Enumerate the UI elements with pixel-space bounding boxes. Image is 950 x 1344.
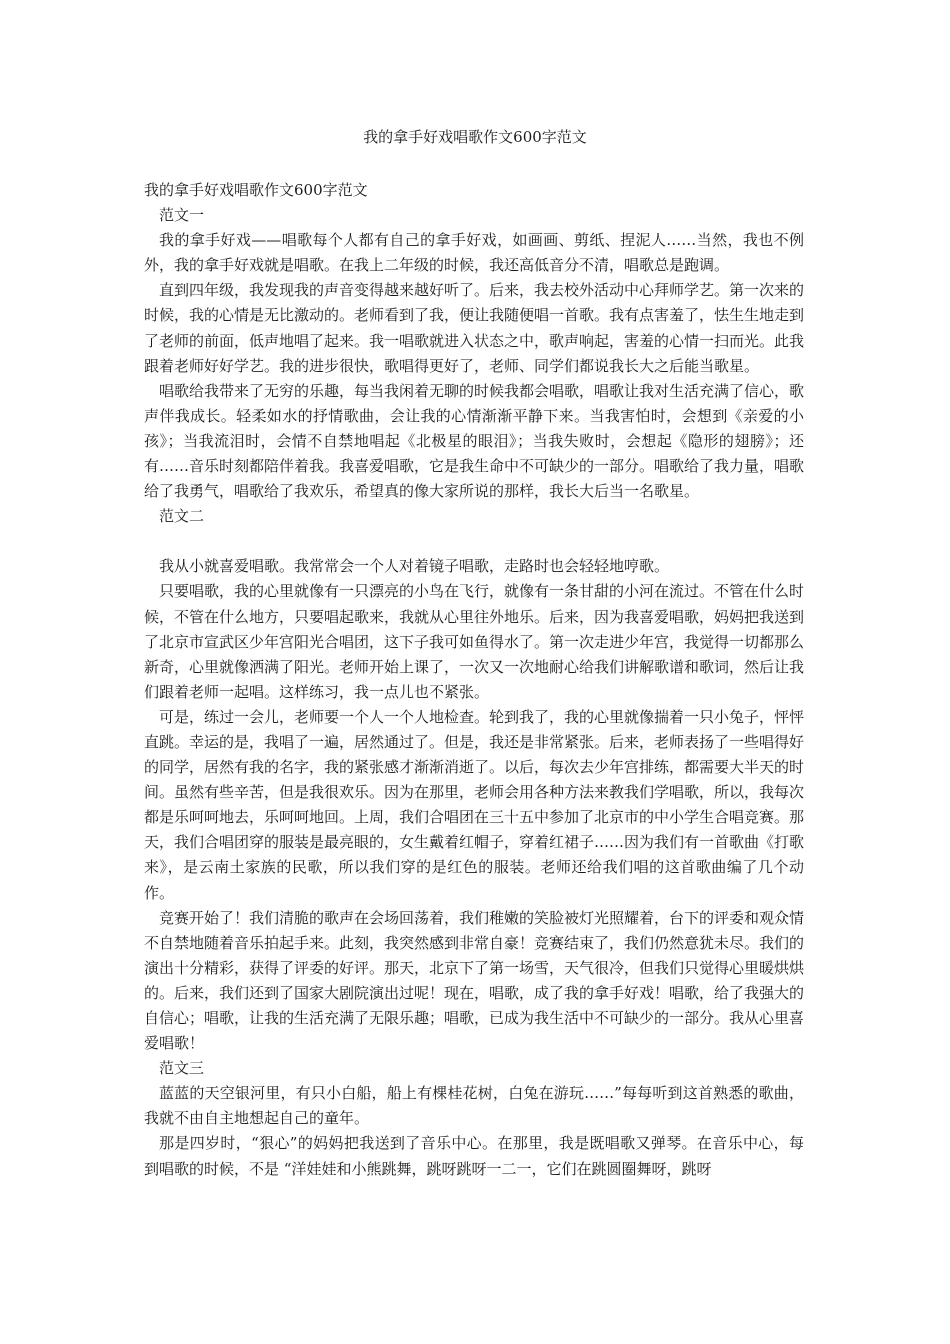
blank-line: [144, 529, 804, 554]
document-body: [144, 178, 804, 1182]
document-title: 我的拿手好戏唱歌作文600字范文: [363, 128, 587, 146]
essay-heading: 我的拿手好戏唱歌作文600字范文: [144, 181, 368, 199]
paragraph: 唱歌给我带来了无穷的乐趣，每当我闲着无聊的时候我都会唱歌，唱歌让我对生活充满了信心，歌声伴我成长。轻柔如水的抒情歌曲，会让我的心情渐渐平静下来。当我害怕时，会想到《亲爱的小孩》；当我流泪时，会情不自禁地唱起《北极星的眼泪》；当我失败时，会想起《隐形的翅膀》；还有……音乐时刻都陪伴着我。我喜爱唱歌，它是我生命中不可缺少的一部分。唱歌给了我力量，唱歌给了我勇气，唱歌给了我欢乐，希望真的像大家所说的那样，我长大后当一名歌星。: [144, 381, 805, 501]
paragraph: 我从小就喜爱唱歌。我常常会一个人对着镜子唱歌，走路时也会轻轻地哼歌。: [159, 557, 670, 576]
section-label-1: 范文一: [159, 206, 205, 225]
section-label-2: 范文二: [159, 507, 205, 526]
paragraph: 直到四年级，我发现我的声音变得越来越好听了。后来，我去校外活动中心拜师学艺。第一次来的时候，我的心情是无比激动的。老师看到了我，便让我随便唱一首歌。我有点害羞了，怯生生地走到了老师的前面，低声地唱了起来。我一唱歌就进入状态之中，歌声响起，害羞的心情一扫而光。此我跟着老师好好学艺。我的进步很快，歌唱得更好了，老师、同学们都说我长大之后能当歌星。: [144, 281, 805, 375]
section-label-3: 范文三: [159, 1059, 205, 1078]
paragraph: 那是四岁时，“狠心”的妈妈把我送到了音乐中心。在那里，我是既唱歌又弹琴。在音乐中心，每到唱歌的时候，不是 “洋娃娃和小熊跳舞，跳呀跳呀一二一，它们在跳圆圈舞呀，跳呀: [144, 1134, 804, 1178]
paragraph: 我的拿手好戏——唱歌每个人都有自己的拿手好戏，如画画、剪纸、捏泥人……当然，我也不例外，我的拿手好戏就是唱歌。在我上二年级的时候，我还高低音分不清，唱歌总是跑调。: [144, 231, 804, 275]
paragraph: 可是，练过一会儿，老师要一个人一个人地检查。轮到我了，我的心里就像揣着一只小兔子，怦怦直跳。幸运的是，我唱了一遍，居然通过了。但是，我还是非常紧张。后来，老师表扬了一些唱得好的同学，居然有我的名字，我的紧张感才渐渐消逝了。以后，每次去少年宫排练，都需要大半天的时间。虽然有些辛苦，但是我很欢乐。因为在那里，老师会用各种方法来教我们学唱歌，所以，我每次都是乐呵呵地去，乐呵呵地回。上周，我们合唱团在三十五中参加了北京市的中小学生合唱竞赛。那天，我们合唱团穿的服装是最亮眼的，女生戴着红帽子，穿着红裙子……因为我们有一首歌曲《打歌来》，是云南土家族的民歌，所以我们穿的是红色的服装。老师还给我们唱的这首歌曲编了几个动作。: [144, 707, 805, 902]
paragraph: 蓝蓝的天空银河里，有只小白船，船上有棵桂花树，白兔在游玩……”每每听到这首熟悉的歌曲，我就不由自主地想起自己的童年。: [144, 1084, 804, 1128]
paragraph: 只要唱歌，我的心里就像有一只漂亮的小鸟在飞行，就像有一条甘甜的小河在流过。不管在什么时候，不管在什么地方，只要唱起歌来，我就从心里往外地乐。后来，因为我喜爱唱歌，妈妈把我送到了北京市宣武区少年宫阳光合唱团，这下子我可如鱼得水了。第一次走进少年宫，我觉得一切都那么新奇，心里就像洒满了阳光。老师开始上课了，一次又一次地耐心给我们讲解歌谱和歌词，然后让我们跟着老师一起唱。这样练习，我一点儿也不紧张。: [144, 582, 805, 701]
paragraph: 竞赛开始了！我们清脆的歌声在会场回荡着，我们稚嫩的笑脸被灯光照耀着，台下的评委和观众情不自禁地随着音乐拍起手来。此刻，我突然感到非常自豪！竞赛结束了，我们仍然意犹未尽。我们的演出十分精彩，获得了评委的好评。那天，北京下了第一场雪，天气很冷，但我们只觉得心里暖烘烘的。后来，我们还到了国家大剧院演出过呢！现在，唱歌，成了我的拿手好戏！唱歌，给了我强大的自信心；唱歌，让我的生活充满了无限乐趣；唱歌，已成为我生活中不可缺少的一部分。我从心里喜爱唱歌！: [144, 908, 805, 1053]
